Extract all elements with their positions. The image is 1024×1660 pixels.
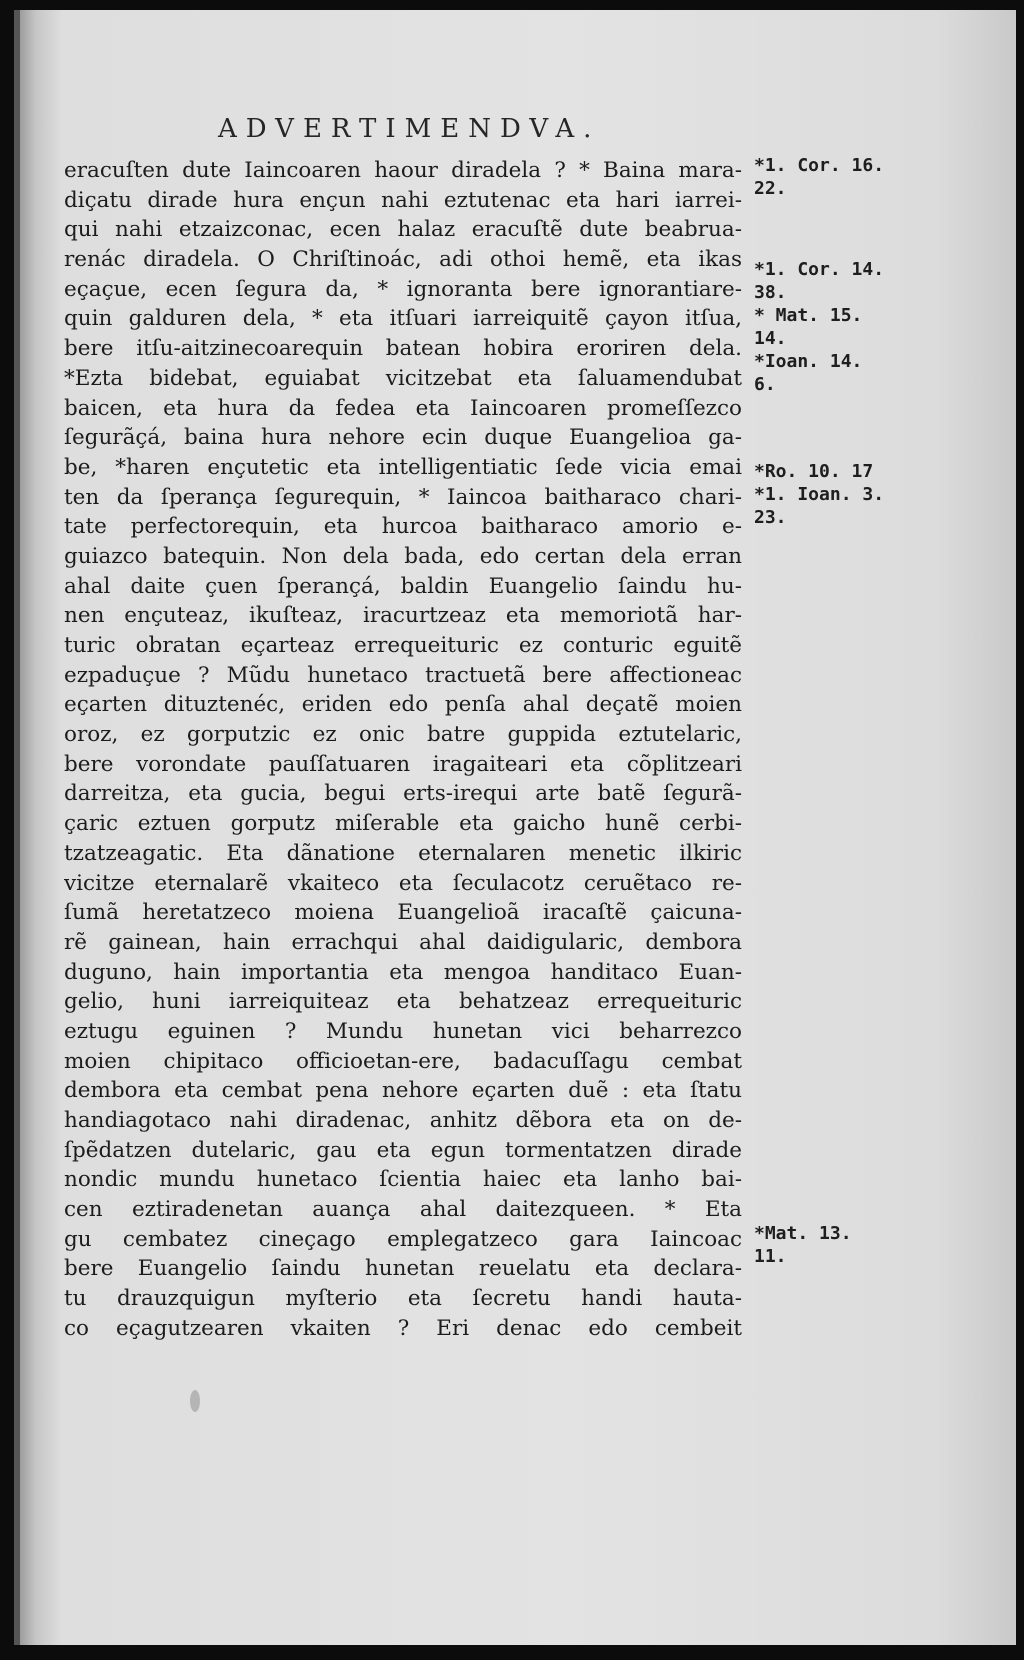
- text-line: ezpaduçue ? Mũdu hunetaco tractuetã bere affectioneac: [64, 662, 742, 688]
- text-line: bere Euangelio ſaindu hunetan reuelatu eta declara-: [64, 1256, 742, 1282]
- text-line: cen eztiradenetan auança ahal daitezqueen. * Eta: [64, 1197, 742, 1223]
- text-line: eçaçue, ecen ſegura da, * ignoranta bere ignorantiare-: [64, 276, 742, 302]
- text-line: turic obratan eçarteaz errequeituric ez conturic eguitẽ: [64, 633, 742, 658]
- text-line: oroz, ez gorputzic ez onic batre guppida eztutelaric,: [64, 722, 742, 748]
- text-line: bere vorondate pauſſatuaren iragaiteari eta cõplitzeari: [64, 751, 742, 777]
- margin-note-ro-10: *Ro. 10. 17 *1. Ioan. 3. 23.: [754, 461, 885, 528]
- text-line: dembora eta cembat pena nehore eçarten duẽ : eta ſtatu: [64, 1078, 742, 1104]
- text-line: ten da ſperança ſegurequin, * Iaincoa baitharaco chari-: [64, 484, 742, 510]
- text-line: ahal daite çuen ſperançá, baldin Euangelio ſaindu hu-: [64, 573, 742, 599]
- running-head: ADVERTIMENDVA.: [218, 114, 601, 144]
- text-line: be, *haren ençutetic eta intelligentiatic ſede vicia emai: [64, 454, 742, 480]
- text-line: tu drauzquigun myſterio eta ſecretu handi hauta-: [64, 1286, 742, 1312]
- text-line: handiagotaco nahi diradenac, anhitz dẽbora eta on de-: [64, 1108, 742, 1133]
- text-line: nondic mundu hunetaco ſcientia haiec eta lanho bai-: [64, 1167, 742, 1193]
- text-line: guiazco batequin. Non dela bada, edo certan dela erran: [64, 543, 742, 569]
- text-line: eztugu eguinen ? Mundu hunetan vici beharrezco: [64, 1018, 742, 1044]
- ink-smudge: [190, 1390, 200, 1412]
- text-line: *Ezta bidebat, eguiabat vicitzebat eta ſaluamendubat: [64, 365, 742, 391]
- text-line: qui nahi etzaizconac, ecen halaz eracuſtẽ dute beabrua-: [64, 217, 742, 243]
- body-text: [64, 156, 742, 1344]
- text-line: vicitze eternalarẽ vkaiteco eta ſeculacotz ceruẽtaco re-: [64, 870, 742, 896]
- margin-note-cor-16: *1. Cor. 16. 22.: [754, 155, 885, 199]
- text-line: renác diradela. O Chriſtinoác, adi othoi hemẽ, eta ikas: [64, 247, 742, 273]
- text-line: baicen, eta hura da fedea eta Iaincoaren promeſſezco: [64, 395, 742, 421]
- text-line: rẽ gainean, hain errachqui ahal daidigularic, dembora: [64, 929, 742, 955]
- text-line: eçarten dituztenéc, eriden edo penſa ahal deçatẽ moien: [64, 692, 742, 718]
- text-line: nen ençuteaz, ikuſteaz, iracurtzeaz eta memoriotã har-: [64, 603, 742, 629]
- text-line: moien chipitaco officioetan-ere, badacuſſagu cembat: [64, 1048, 742, 1074]
- text-line: gelio, huni iarreiquiteaz eta behatzeaz errequeituric: [64, 989, 742, 1015]
- book-page: [14, 10, 1016, 1645]
- text-line: diçatu dirade hura ençun nahi eztutenac eta hari iarrei-: [64, 187, 742, 213]
- margin-note-cor-14: *1. Cor. 14. 38. * Mat. 15. 14. *Ioan. 14. 6.: [754, 259, 885, 395]
- text-line: tzatzeagatic. Eta dãnatione eternalaren menetic ilkiric: [64, 840, 742, 866]
- text-line: tate perfectorequin, eta hurcoa baitharaco amorio e-: [64, 514, 742, 540]
- margin-note-mat-13: *Mat. 13. 11.: [754, 1223, 852, 1267]
- text-line: gu cembatez cineçago emplegatzeco gara Iaincoac: [64, 1226, 742, 1252]
- text-line: darreitza, eta gucia, begui erts-irequi arte batẽ ſegurã-: [64, 781, 742, 807]
- text-line: quin galduren dela, * eta itſuari iarreiquitẽ çayon itſua,: [64, 306, 742, 332]
- text-line: co eçagutzearen vkaiten ? Eri denac edo cembeit: [64, 1315, 742, 1341]
- text-line: ſegurãçá, baina hura nehore ecin duque Euangelioa ga-: [64, 425, 742, 451]
- text-line: duguno, hain importantia eta mengoa handitaco Euan-: [64, 959, 742, 985]
- text-line: ſumã heretatzeco moiena Euangelioã iracaſtẽ çaicuna-: [64, 900, 742, 926]
- text-line: ſpẽdatzen dutelaric, gau eta egun tormentatzen dirade: [64, 1137, 742, 1163]
- text-line: çaric eztuen gorputz miſerable eta gaicho hunẽ cerbi-: [64, 811, 742, 837]
- page-binding-shadow: [14, 10, 20, 1645]
- text-line: bere itſu-aitzinecoarequin batean hobira eroriren dela.: [64, 336, 742, 362]
- text-line: eracuſten dute Iaincoaren haour diradela ? * Baina mara-: [64, 158, 742, 183]
